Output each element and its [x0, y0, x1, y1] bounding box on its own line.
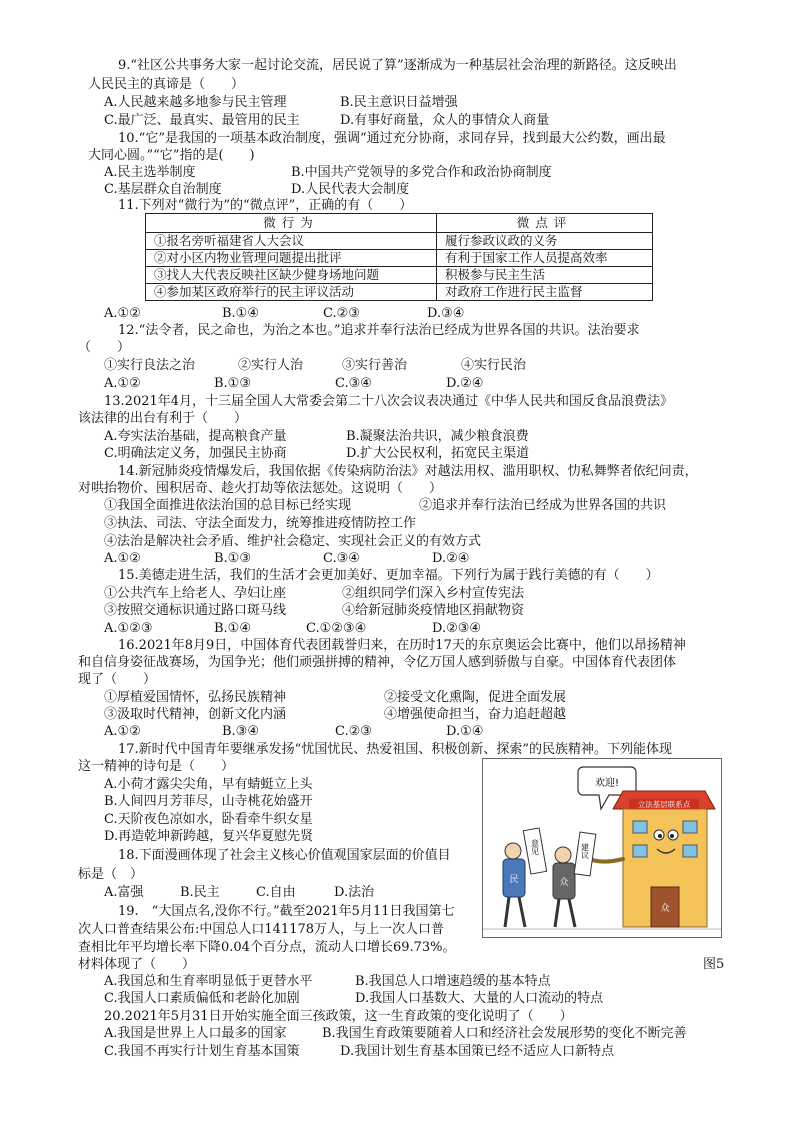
q15-item-1: ①公共汽车上给老人、孕妇让座 — [104, 586, 287, 601]
q20-option-a: A.我国是世界上人口最多的国家 — [104, 1026, 287, 1041]
paper-right-text: 建议 — [580, 843, 590, 859]
q19-stem-cont: 次人口普查结果公布:中国总人口141178万人，与上一次人口普 — [78, 922, 445, 937]
q9-option-d: D.有事好商量，众人的事情众人商量 — [340, 113, 550, 128]
q14-option-d: D.②④ — [432, 551, 470, 566]
q17-stem: 17.新时代中国青年要继承发扬“忧国忧民、热爱祖国、积极创新、探索”的民族精神。下列能体现 — [118, 742, 672, 757]
q9-option-b: B.民主意识日益增强 — [340, 95, 458, 110]
q20-option-c: C.我国不再实行计划生育基本国策 — [104, 1044, 300, 1059]
q12-item-4: ④实行民治 — [461, 358, 527, 373]
table-cell: ③找人大代表反映社区缺少健身场地问题 — [146, 267, 437, 284]
q9-option-a: A.人民越来越多地参与民主管理 — [104, 95, 287, 110]
table-cell: ④参加某区政府举行的民主评议活动 — [146, 284, 437, 301]
table-cell: 有利于国家工作人员提高效率 — [437, 250, 653, 267]
q9-stem-cont: 人民民主的真谛是（ ） — [88, 77, 245, 92]
q14-item-4: ④法治是解决社会矛盾、维护社会稳定、实现社会正义的有效方式 — [104, 534, 482, 549]
q10-option-c: C.基层群众自治制度 — [104, 182, 222, 197]
q11-option-d: D.③④ — [427, 306, 465, 321]
table-row — [146, 267, 653, 284]
q18-option-d: D.法治 — [334, 885, 375, 900]
q14-option-a: A.①② — [104, 551, 141, 566]
q13-option-a: A.夸实法治基础，提高粮食产量 — [104, 429, 287, 444]
q20-option-b: B.我国生育政策要随着人口和经济社会发展形势的变化不断完善 — [322, 1026, 687, 1041]
table-header: 微行为 — [146, 214, 437, 233]
table-cell: 对政府工作进行民主监督 — [437, 284, 653, 301]
q11-option-a: A.①② — [104, 306, 141, 321]
q16-stem-cont: 和自信身姿征战赛场，为国争光；他们顽强拼搏的精神，令亿万国人感到骄傲与自豪。中国体育代表团体 — [78, 655, 677, 670]
q11-option-b: B.①④ — [222, 306, 259, 321]
table-cell: 积极参与民主生活 — [437, 267, 653, 284]
q16-option-c: C.②③ — [335, 724, 372, 739]
table-cell: 履行参政议政的义务 — [437, 233, 653, 250]
q14-item-1: ①我国全面推进依法治国的总目标已经实现 — [104, 498, 352, 513]
q18-option-a: A.富强 — [104, 885, 144, 900]
table-header-row — [146, 214, 653, 233]
q16-item-3: ③汲取时代精神，创新文化内涵 — [104, 707, 287, 722]
figure-caption: 图5 — [703, 957, 725, 972]
q17-stem-cont: 这一精神的诗句是（ ） — [78, 759, 235, 774]
q15-item-4: ④给新冠肺炎疫情地区捐献物资 — [342, 603, 525, 618]
q16-item-2: ②接受文化熏陶，促进全面发展 — [384, 690, 567, 705]
q20-option-d: D.我国计划生育基本国策已经不适应人口新特点 — [340, 1044, 615, 1059]
q10-option-b: B.中国共产党领导的多党合作和政治协商制度 — [291, 165, 552, 180]
person-left-text: 民 — [509, 875, 519, 885]
q17-option-b: B.人间四月芳菲尽，山寺桃花始盛开 — [104, 794, 313, 809]
table-cell: ①报名旁听福建省人大会议 — [146, 233, 437, 250]
q11-option-c: C.②③ — [323, 306, 360, 321]
welcome-text: 欢迎! — [594, 778, 620, 789]
person-right-text: 众 — [559, 878, 569, 888]
q18-option-c: C.自由 — [256, 885, 296, 900]
paper-left-text: 意见 — [530, 839, 540, 855]
building-sign-text: 立法基层联系点 — [637, 800, 691, 809]
q13-stem-cont: 该法律的出台有利于（ ） — [78, 411, 248, 426]
q14-stem-cont: 对哄抬物价、囤积居奇、趁火打劫等依法惩处。这说明（ ） — [78, 481, 443, 496]
q14-option-c: C.③④ — [323, 551, 360, 566]
q9-option-c: C.最广泛、最真实、最管用的民主 — [104, 113, 300, 128]
q15-option-c: C.①②③④ — [306, 621, 367, 636]
table-row — [146, 284, 653, 301]
q14-option-b: B.①③ — [214, 551, 251, 566]
q17-option-d: D.再造乾坤新跨越，复兴华夏慰先贤 — [104, 829, 314, 844]
q18-option-b: B.民主 — [180, 885, 220, 900]
q13-option-d: D.扩大公民权利，拓宽民主渠道 — [346, 446, 530, 461]
q16-option-b: B.③④ — [222, 724, 259, 739]
q11-stem: 11.下列对“微行为”的“微点评”，正确的有（ ） — [118, 198, 413, 213]
q15-stem: 15.美德走进生活，我们的生活才会更加美好、更加幸福。下列行为属于践行美德的有（ ） — [118, 568, 659, 583]
q12-item-1: ①实行良法之治 — [104, 358, 196, 373]
q12-option-b: B.①③ — [214, 376, 251, 391]
q10-option-a: A.民主选举制度 — [104, 165, 196, 180]
q17-option-c: C.天阶夜色凉如水，卧看牵牛织女星 — [104, 812, 313, 827]
q10-stem-cont: 大同心圆。”“它”指的是( ) — [88, 148, 255, 163]
q15-item-3: ③按照交通标识通过路口斑马线 — [104, 603, 287, 618]
q14-item-2: ②追求并奉行法治已经成为世界各国的共识 — [419, 498, 667, 513]
q12-stem: 12.“法令者，民之命也，为治之本也。”追求并奉行法治已经成为世界各国的共识。法治要求 — [118, 323, 640, 338]
table-cell: ②对小区内物业管理问题提出批评 — [146, 250, 437, 267]
q15-item-2: ②组织同学们深入乡村宣传宪法 — [342, 586, 525, 601]
table-header: 微点评 — [437, 214, 653, 233]
q16-item-1: ①厚植爱国情怀，弘扬民族精神 — [104, 690, 287, 705]
q9-stem: 9.“社区公共事务大家一起讨论交流，居民说了算”逐渐成为一种基层社会治理的新路径。这反映出 — [118, 58, 677, 73]
q15-option-a: A.①②③ — [104, 621, 153, 636]
q19-option-b: B.我国总人口增速趋缓的基本特点 — [355, 974, 551, 989]
q18-stem-cont: 标是（ ） — [78, 867, 144, 882]
q19-stem-cont2: 查相比年平均增长率下降0.04个百分点，流动人口增长69.73%。 — [78, 940, 456, 955]
q16-option-a: A.①② — [104, 724, 141, 739]
q15-option-d: D.②③④ — [432, 621, 482, 636]
q12-stem-cont: （ ） — [78, 340, 131, 355]
q15-option-b: B.①④ — [214, 621, 251, 636]
q19-option-a: A.我国总和生育率明显低于更替水平 — [104, 974, 313, 989]
cartoon-illustration — [483, 759, 721, 937]
q12-option-c: C.③④ — [335, 376, 372, 391]
q19-option-d: D.我国人口基数大、大量的人口流动的特点 — [355, 991, 604, 1006]
q12-option-d: D.②④ — [446, 376, 484, 391]
q10-stem: 10.“它”是我国的一项基本政治制度，强调“通过充分协商，求同存异，找到最大公约数，画出最 — [118, 131, 666, 146]
q11-table — [145, 213, 653, 301]
q13-stem: 13.2021年4月，十三届全国人大常委会第二十八次会议表决通过《中华人民共和国反食品浪费法》 — [104, 394, 674, 409]
table-row — [146, 250, 653, 267]
q13-option-b: B.凝聚法治共识，减少粮食浪费 — [346, 429, 529, 444]
q19-option-c: C.我国人口素质偏低和老龄化加剧 — [104, 991, 300, 1006]
q14-stem: 14.新冠肺炎疫情爆发后，我国依据《传染病防治法》对越法用权、滥用职权、忇私舞弊者依纪问责， — [118, 464, 698, 479]
q13-option-c: C.明确法定义务，加强民主协商 — [104, 446, 287, 461]
q19-stem-cont3: 材料体现了（ ） — [78, 957, 196, 972]
q16-item-4: ④增强使命担当，奋力追赶超越 — [384, 707, 567, 722]
q12-item-2: ②实行人治 — [238, 358, 304, 373]
q12-item-3: ③实行善治 — [342, 358, 408, 373]
door-text: 众 — [660, 904, 670, 914]
q17-option-a: A.小荷才露尖尖角，早有蜻蜓立上头 — [104, 777, 313, 792]
q16-stem: 16.2021年8月9日，中国体育代表团载誉归来，在历时17天的东京奥运会比赛中，他们以昂扬精神 — [118, 638, 686, 653]
q16-stem-cont2: 现了（ ） — [78, 672, 157, 687]
q18-stem: 18.下面漫画体现了社会主义核心价值观国家层面的价值目 — [118, 848, 451, 863]
q14-item-3: ③执法、司法、守法全面发力，统筹推进疫情防控工作 — [104, 516, 417, 531]
q20-stem: 20.2021年5月31日开始实施全面三孩政策，这一生育政策的变化说明了（ ） — [104, 1009, 573, 1024]
q16-option-d: D.①④ — [446, 724, 484, 739]
q19-stem: 19. “大国点名,没你不行。”截至2021年5月11日我国第七 — [118, 904, 455, 919]
q10-option-d: D.人民代表大会制度 — [291, 182, 410, 197]
table-row — [146, 233, 653, 250]
cartoon-figure — [482, 758, 722, 938]
q12-option-a: A.①② — [104, 376, 141, 391]
